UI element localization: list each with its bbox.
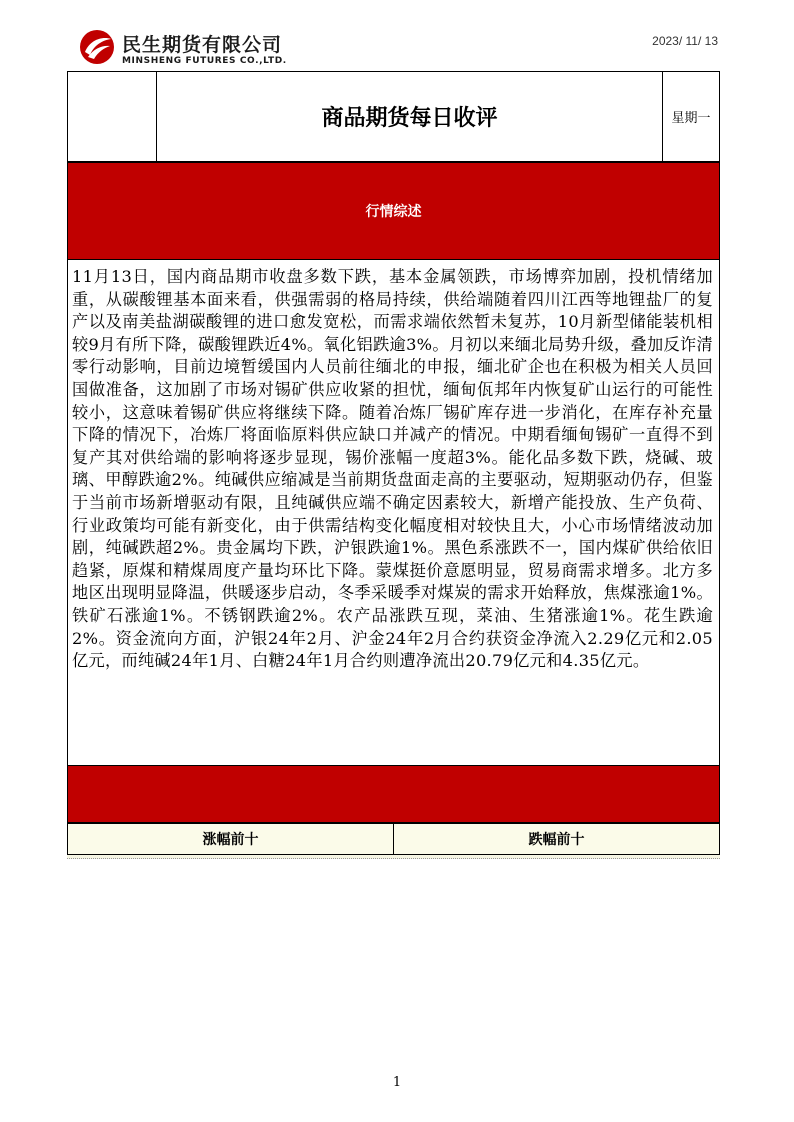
report-date: 2023/ 11/ 13 [652, 34, 718, 48]
gainers-heading: 涨幅前十 [202, 832, 259, 848]
losers-heading: 跌幅前十 [393, 824, 719, 854]
title-cell-empty [68, 72, 157, 161]
market-overview-body: 11月13日，国内商品期市收盘多数下跌，基本金属领跌，市场博弈加剧，投机情绪加重，从碳酸锂基本面来看，供强需弱的格局持续，供给端随着四川江西等地锂盐厂的复产以及南美盐湖碳酸锂的进口愈发宽松，而需求端依然暂未复苏，10月新型储能装机相较9月有所下降，碳酸锂跌近4%。氧化铝跌逾3%。月初以来缅北局势升级，叠加反诈清零行动影响，目前边境暂缓国内人员前往缅北的申报，缅北矿企也在积极为相关人员回国做准备，这加剧了市场对锡矿供应收紧的担忧，缅甸佤邦年内恢复矿山运行的可能性较小，这意味着锡矿供应将继续下降。随着冶炼厂锡矿库存进一步消化，在库存补充量下降的情况下，冶炼厂将面临原料供应缺口并减产的情况。中期看缅甸锡矿一直得不到复产其对供给端的影响将逐步显现，锡价涨幅一度超3%。能化品多数下跌，烧碱、玻璃、甲醇跌逾2%。纯碱供应缩减是当前期货盘面走高的主要驱动，短期驱动仍存，但鉴于当前市场新增驱动有限，且纯碱供应端不确定因素较大，新增产能投放、生产负荷、行业政策均可能有新变化，由于供需结构变化幅度相对较快且大，小心市场情绪波动加剧，纯碱跌超2%。贵金属均下跌，沪银跌逾1%。黑色系涨跌不一，国内煤矿供给依旧趋紧，原煤和精煤周度产量均环比下降。蒙煤挺价意愿明显，贸易商需求增多。北方多地区出现明显降温，供暖逐步启动，冬季采暖季对煤炭的需求开始释放，焦煤涨逾1%。铁矿石涨逾1%。不锈钢跌逾2%。农产品涨跌互现，菜油、生猪涨逾1%。花生跌逾2%。资金流向方面，沪银24年2月、沪金24年2月合约获资金净流入2.29亿元和2.05亿元，而纯碱24年1月、白糖24年1月合约则遭净流出20.79亿元和4.35亿元。 [67, 260, 720, 765]
market-overview-header [67, 162, 720, 260]
market-overview-heading: 行情综述 [365, 204, 422, 220]
company-name-en: MINSHENG FUTURES CO.,LTD. [122, 56, 287, 66]
title-row [67, 71, 720, 162]
table-cut-edge [67, 855, 720, 859]
weekday-label: 星期一 [662, 72, 719, 161]
company-name-cn: 民生期货有限公司 [122, 34, 283, 56]
ranking-header-row [67, 823, 720, 855]
report-title: 商品期货每日收评 [321, 106, 498, 131]
company-logo [78, 28, 318, 72]
page-number: 1 [392, 1075, 402, 1090]
report-frame [67, 71, 720, 859]
minsheng-logo-icon [78, 28, 116, 66]
ranking-header-band [67, 765, 720, 823]
